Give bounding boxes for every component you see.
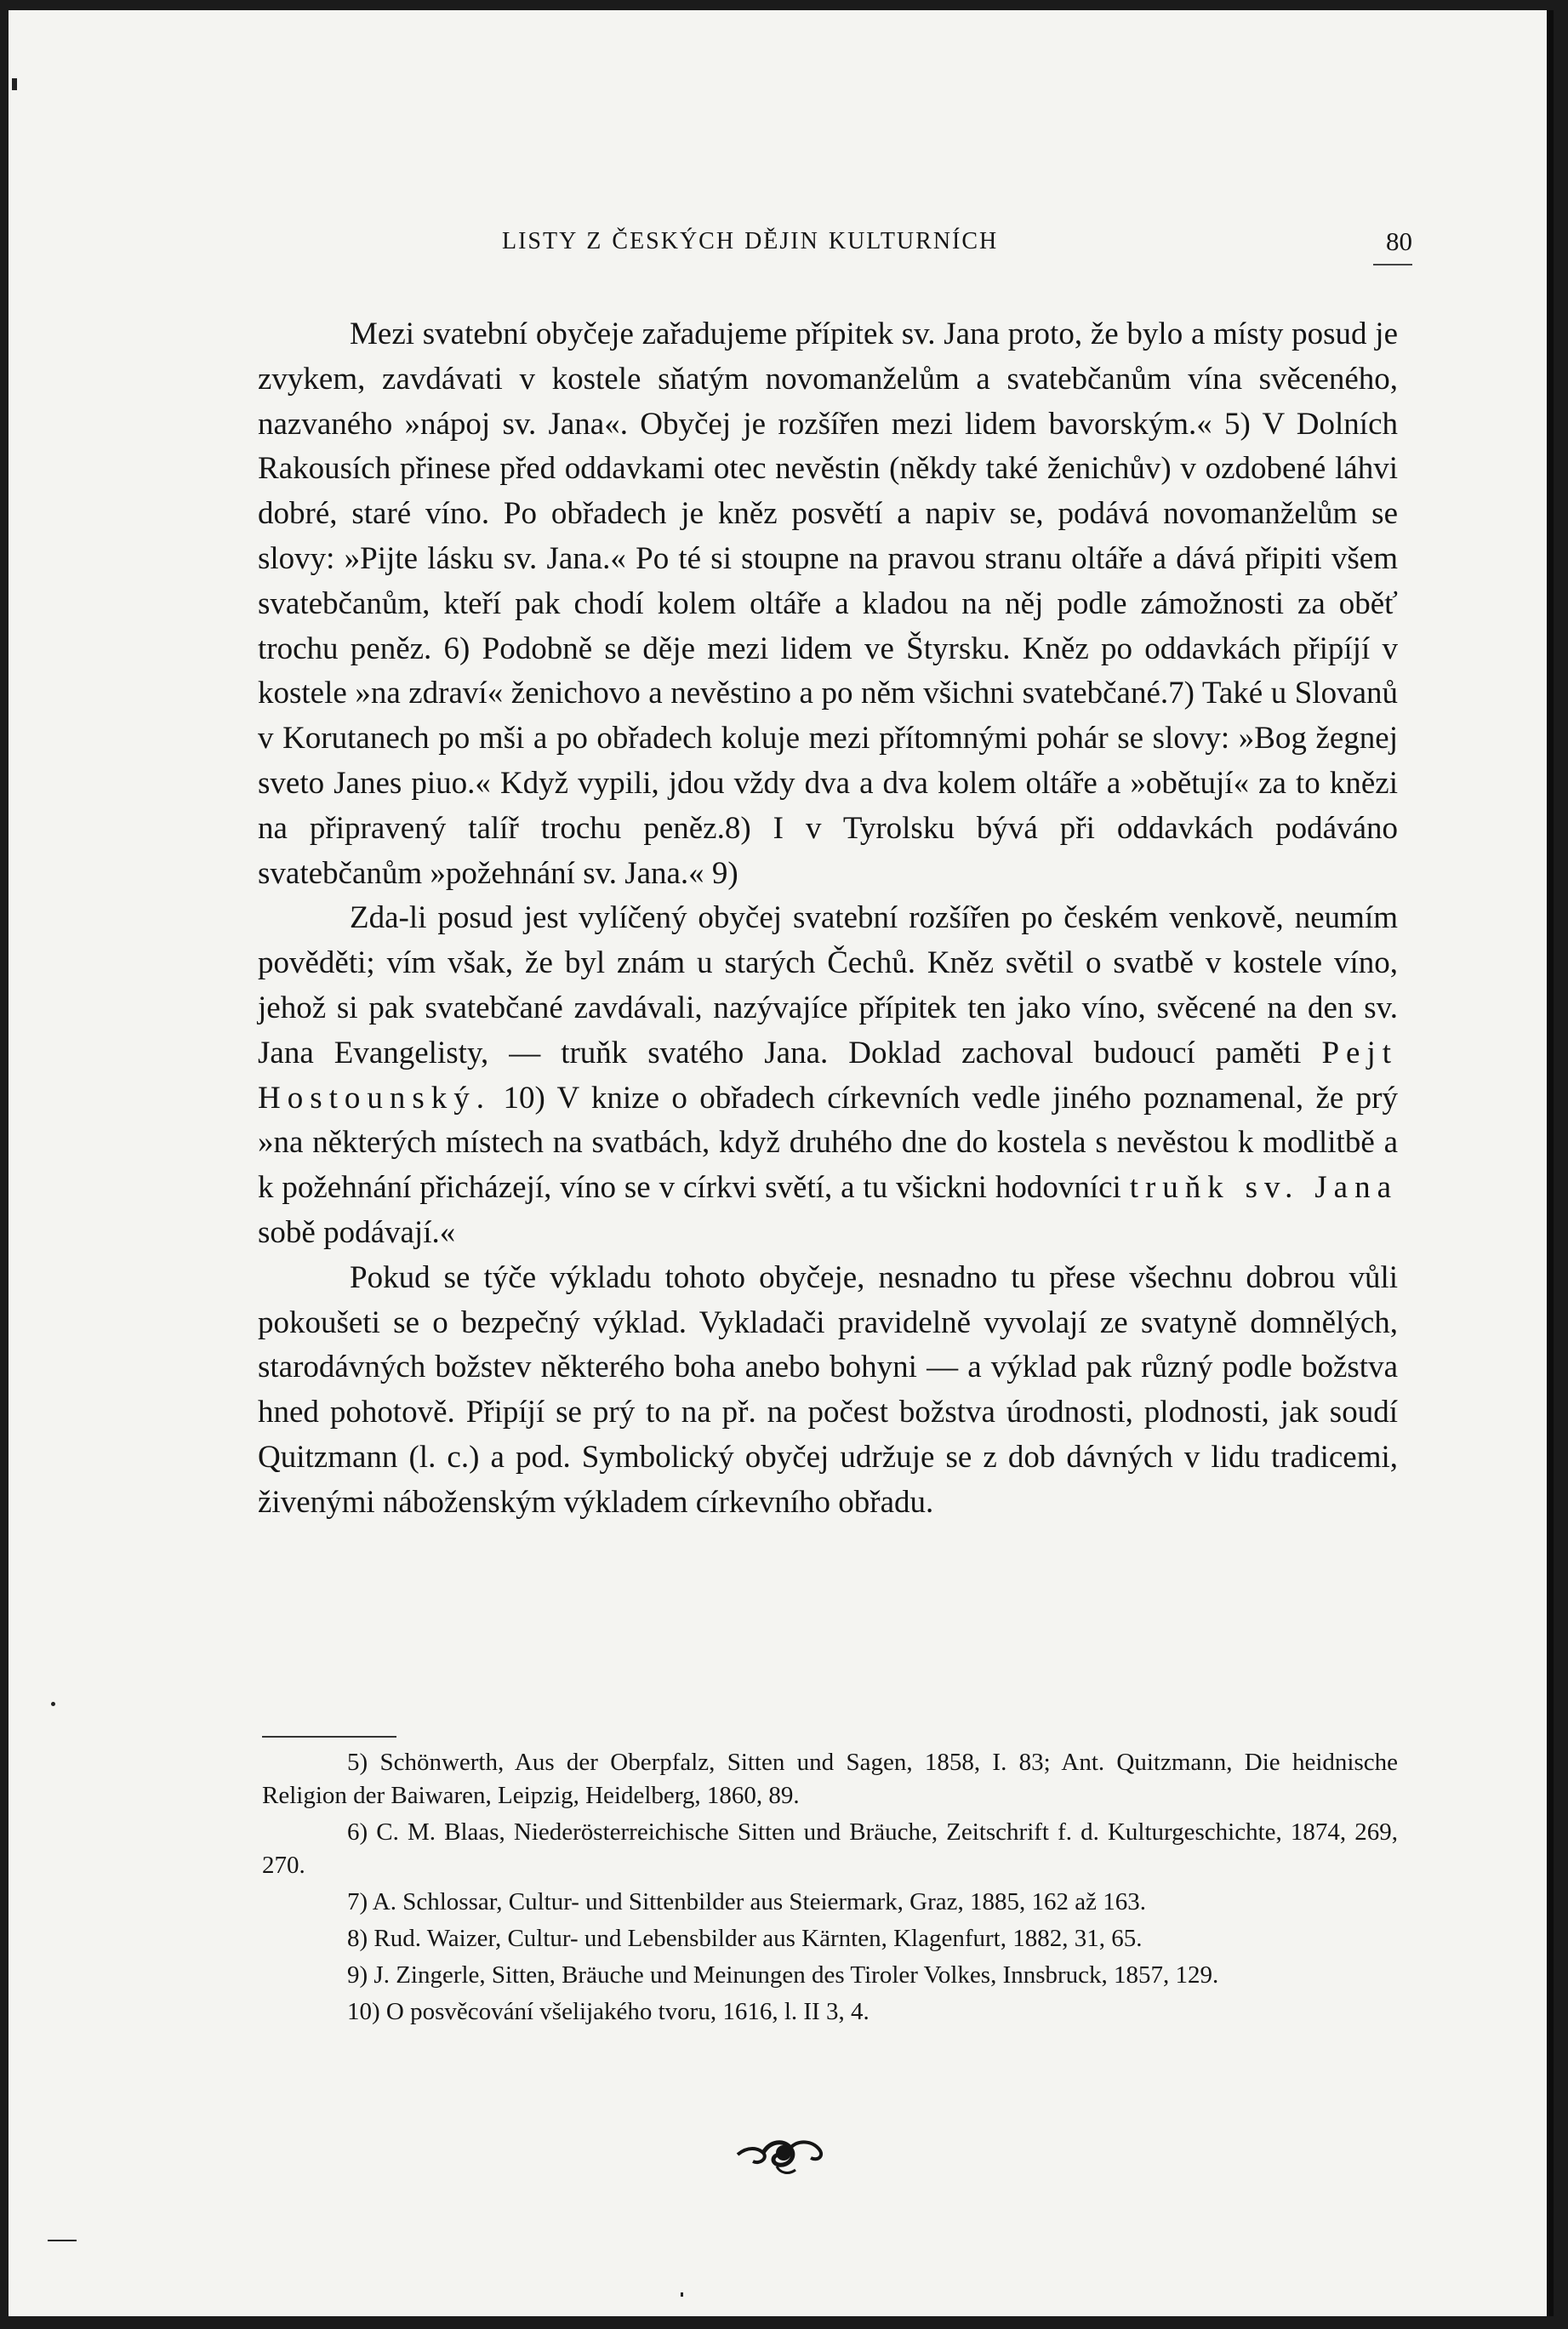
header-title: LISTY Z ČESKÝCH DĚJIN KULTURNÍCH <box>502 228 999 254</box>
running-header <box>502 228 1412 262</box>
scan-speck <box>48 2240 77 2241</box>
footnote: 5) Schönwerth, Aus der Oberpfalz, Sitten und Sagen, 1858, I. 83; Ant. Quitzmann, Die heidnische Religion der Baiwaren, Leipzig, Heidelberg, 1860, 89. <box>262 1749 1398 1809</box>
paragraph-2-text-a: Zda-li posud jest vylíčený obyčej svatební rozšířen po českém venkově, neumím pověděti; vím však, že byl znám u starých Čechů. Kněz světil o svatbě v kostele víno, jehož si pak svatebčané zavdávali, nazývajíce přípitek ten jako víno, svěcené na den sv. Jana Evangelisty, — truňk svatého Jana. Doklad zachoval budoucí paměti <box>258 900 1398 1070</box>
scan-speck <box>51 1702 55 1706</box>
scan-speck <box>681 2292 683 2297</box>
paragraph-1: Mezi svatební obyčeje zařadujeme přípitek sv. Jana proto, že bylo a místy posud je zvykem, zavdávati v kostele sňatým novomanželům a svatebčanům vína svěceného, nazvaného »nápoj sv. Jana«. Obyčej je rozšířen mezi lidem bavorským.« 5) V Dolních Rakousích přinese před oddavkami otec nevěstin (někdy také ženichův) v ozdobené láhvi dobré, staré víno. Po obřadech je kněz posvětí a napiv se, podává novomanželům se slovy: »Pijte lásku sv. Jana.« Po té si stoupne na pravou stranu oltáře a dává připiti všem svatebčanům, kteří pak chodí kolem oltáře a kladou na něj podle zámožnosti za oběť trochu peněz. 6) Podobně se děje mezi lidem ve Štyrsku. Kněz po oddavkách připíjí v kostele »na zdraví« ženichovo a nevěstino a po něm všichni svatebčané.7) Také u Slovanů v Korutanech po mši a po obřadech koluje mezi přítomnými pohár se slovy: »Bog žegnej sveto Janes piuo.« Když vypili, jdou vždy dva a dva kolem oltáře a »obětují« za to knězi na připravený talíř trochu peněz.8) I v Tyrolsku bývá při oddavkách podáváno svatebčanům »požehnání sv. Jana.« 9) <box>258 317 1398 891</box>
paragraph-2 <box>258 896 1398 1255</box>
scanned-page <box>9 10 1548 2316</box>
paragraph-2-text-b: 10) V knize o obřadech církevních vedle jiného poznamenal, že prý »na některých místech na svatbách, když druhého dne do kostela s nevěstou k modlitbě a k požehnání přicházejí, víno se v církvi světí, a tu všickni hodovníci <box>258 1080 1398 1206</box>
paragraph-2-text-c: sobě podávají.« <box>258 1214 456 1250</box>
page-edge-shadow <box>1547 10 1554 2316</box>
emphasized-phrase: truňk sv. Jana <box>1129 1170 1399 1206</box>
header-rule <box>1373 264 1412 265</box>
main-text <box>258 312 1398 1526</box>
page-number: 80 <box>1386 226 1412 256</box>
footnote: 6) C. M. Blaas, Niederösterreichische Sitten und Bräuche, Zeitschrift f. d. Kulturgeschichte, 1874, 269, 270. <box>262 1818 1398 1879</box>
footnote: 7) A. Schlossar, Cultur- und Sittenbilder aus Steiermark, Graz, 1885, 162 až 163. <box>347 1888 1146 1915</box>
footnotes <box>262 1746 1398 2032</box>
footnote: 9) J. Zingerle, Sitten, Bräuche und Meinungen des Tiroler Volkes, Innsbruck, 1857, 129. <box>347 1961 1219 1989</box>
scan-speck <box>12 78 17 90</box>
paragraph-3: Pokud se týče výkladu tohoto obyčeje, nesnadno tu přese všechnu dobrou vůli pokoušeti se o bezpečný výklad. Vykladači pravidelně vyvolají ze svatyně domnělých, starodávných božstev některého boha anebo bohyni — a výklad pak různý podle božstva hned pohotově. Připíjí se prý to na př. na počest božstva úrodnosti, plodnosti, jak soudí Quitzmann (l. c.) a pod. Symbolický obyčej udržuje se z dob dávných v lidu tradicemi, živenými náboženským výkladem církevního obřadu. <box>258 1259 1398 1520</box>
footnote-separator <box>262 1736 396 1738</box>
fleuron-ornament-icon <box>734 2127 828 2178</box>
footnote: 8) Rud. Waizer, Cultur- und Lebensbilder aus Kärnten, Klagenfurt, 1882, 31, 65. <box>347 1925 1143 1952</box>
footnote: 10) O posvěcování všelijakého tvoru, 1616, l. II 3, 4. <box>347 1998 870 2025</box>
author-name: Pejt Hostounský. <box>258 1035 1399 1116</box>
